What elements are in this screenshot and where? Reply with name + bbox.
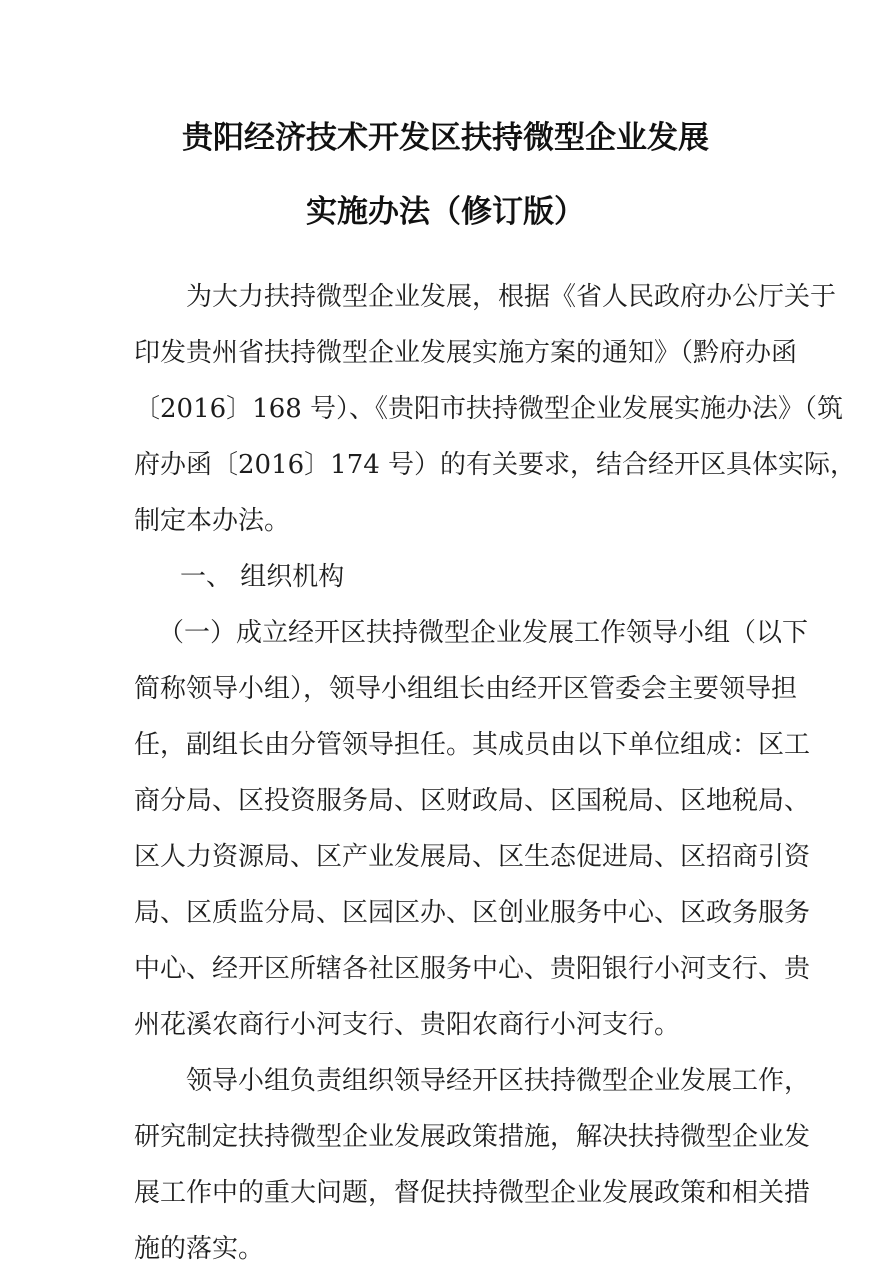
body-line: 区人力资源局、区产业发展局、区生态促进局、区招商引资 xyxy=(134,842,811,872)
body-line: 州花溪农商行小河支行、贵阳农商行小河支行。 xyxy=(134,1010,681,1040)
body-line: （一）成立经开区扶持微型企业发展工作领导小组（以下 xyxy=(158,618,809,648)
body-line: 中心、经开区所辖各社区服务中心、贵阳银行小河支行、贵 xyxy=(134,954,811,984)
document-title-line-2: 实施办法（修订版） xyxy=(306,194,585,230)
body-line: 简称领导小组），领导小组组长由经开区管委会主要领导担 xyxy=(134,674,798,704)
body-line: 施的落实。 xyxy=(134,1234,265,1264)
body-line: 制定本办法。 xyxy=(134,506,291,536)
body-line: 为大力扶持微型企业发展，根据《省人民政府办公厅关于 xyxy=(186,282,837,312)
body-line: 印发贵州省扶持微型企业发展实施方案的通知》（黔府办函 xyxy=(134,338,798,368)
body-line: 商分局、区投资服务局、区财政局、区国税局、区地税局、 xyxy=(134,786,811,816)
body-line: 府办函〔2016〕174 号）的有关要求，结合经开区具体实际， xyxy=(134,450,857,480)
body-line: 研究制定扶持微型企业发展政策措施，解决扶持微型企业发 xyxy=(134,1122,811,1152)
body-line: 任，副组长由分管领导担任。其成员由以下单位组成：区工 xyxy=(134,730,811,760)
body-line: 〔2016〕168 号）、《贵阳市扶持微型企业发展实施办法》（筑 xyxy=(134,394,844,424)
body-line: 局、区质监分局、区园区办、区创业服务中心、区政务服务 xyxy=(134,898,811,928)
section-heading: 一、 组织机构 xyxy=(180,562,345,592)
document-title-line-1: 贵阳经济技术开发区扶持微型企业发展 xyxy=(182,120,709,156)
body-line: 领导小组负责组织领导经开区扶持微型企业发展工作， xyxy=(186,1066,811,1096)
body-line: 展工作中的重大问题，督促扶持微型企业发展政策和相关措 xyxy=(134,1178,811,1208)
